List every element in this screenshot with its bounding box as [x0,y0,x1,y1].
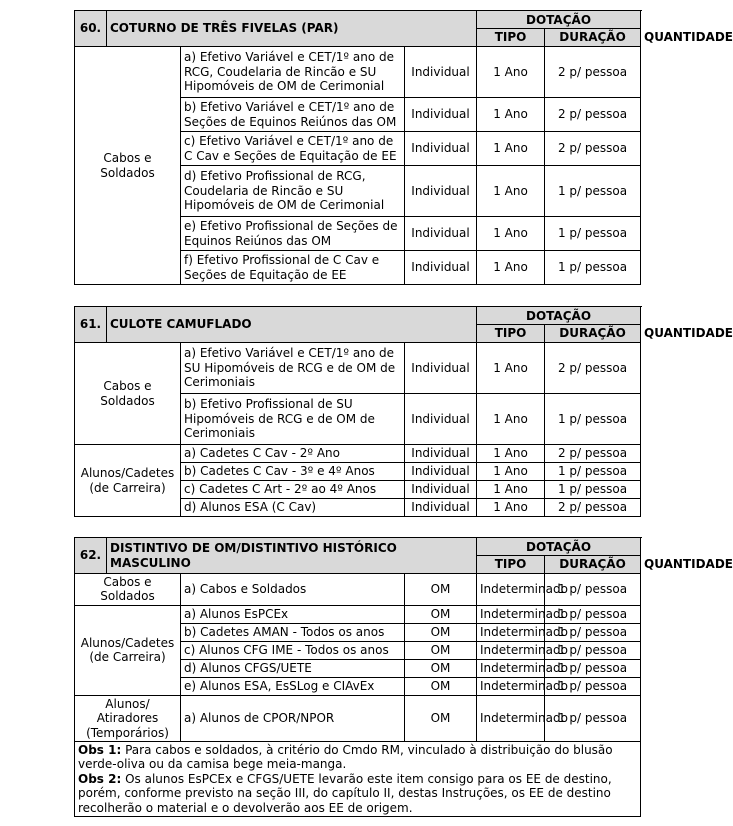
row-duracao: 1 Ano [477,47,545,98]
row-tipo: Individual [405,47,477,98]
row-duracao: Indeterminado [477,677,545,695]
row-quantidade: 1 p/ pessoa [545,463,641,481]
table-item-62: 62. DISTINTIVO DE OM/DISTINTIVO HISTÓRICO MASCULINO DOTAÇÃO TIPO DURAÇÃO QUANTIDADE Cabos e Soldados a) Cabos e Soldados OM Indeterminado 1 p/ pessoa Alunos/Cadetes (de Carreira) a) Alunos EsPCEx OM Indeterminado 1 p/ pessoa b) Cadetes AMAN - Todos os anos OM Indeterminado 1 p/ pessoa c) Alunos CFG IME - Todos os anos OM Indeterminado 1 p/ pessoa d) Alunos CFGS/UETE OM Indeterminado 1 p/ pessoa e) Alunos ESA, EsSLog e CIAvEx OM Indeterminado 1 p/ pessoa Alunos/ Atiradores (Temporários) a) Alunos de CPOR/NPOR OM Indeterminado 1 p/ pessoa Obs 1: Para cabos e soldados, à critério do Cmdo RM, vinculado à distribuição do blusão verde-oliva ou da camisa bege meia-manga. Obs 2: Os alunos EsPCEx e CFGS/UETE levarão este item consigo para os EE de destino, porém, conforme previsto na seção III, do capítulo II, destas Instruções, os EE de destino recolherão o material e o devolverão aos EE de origem. [74,537,641,817]
row-description: c) Alunos CFG IME - Todos os anos [181,641,405,659]
row-duracao: Indeterminado [477,623,545,641]
row-tipo: Individual [405,132,477,166]
group-label: Alunos/ Atiradores (Temporários) [75,695,181,741]
row-quantidade: 1 p/ pessoa [545,695,641,741]
row-quantidade: 2 p/ pessoa [545,132,641,166]
row-description: a) Alunos EsPCEx [181,605,405,623]
row-quantidade: 2 p/ pessoa [545,445,641,463]
item-number: 62. [75,538,107,574]
item-title: COTURNO DE TRÊS FIVELAS (PAR) [107,11,477,47]
row-description: e) Efetivo Profissional de Seções de Equinos Reiúnos das OM [181,217,405,251]
row-tipo: OM [405,574,477,606]
row-duracao: Indeterminado [477,605,545,623]
row-quantidade: 1 p/ pessoa [545,605,641,623]
item-title: DISTINTIVO DE OM/DISTINTIVO HISTÓRICO MASCULINO [107,538,477,574]
group-label: Alunos/Cadetes (de Carreira) [75,605,181,695]
row-tipo: Individual [405,463,477,481]
row-description: a) Efetivo Variável e CET/1º ano de RCG, Coudelaria de Rincão e SU Hipomóveis de OM de Cerimonial [181,47,405,98]
row-description: a) Alunos de CPOR/NPOR [181,695,405,741]
row-tipo: OM [405,605,477,623]
row-quantidade: 1 p/ pessoa [545,659,641,677]
duracao-header: DURAÇÃO [545,29,641,47]
row-tipo: Individual [405,251,477,285]
row-quantidade: 1 p/ pessoa [545,481,641,499]
obs-1-text: Para cabos e soldados, à critério do Cmdo RM, vinculado à distribuição do blusão verde-oliva ou da camisa bege meia-manga. [78,742,613,772]
group-label: Cabos e Soldados [75,343,181,445]
table-row [75,47,641,98]
tipo-header: TIPO [477,325,545,343]
row-tipo: Individual [405,394,477,445]
row-description: b) Efetivo Profissional de SU Hipomóveis de RCG e de OM de Cerimoniais [181,394,405,445]
row-quantidade: 1 p/ pessoa [545,574,641,606]
row-tipo: OM [405,623,477,641]
observations [75,741,641,816]
item-title: CULOTE CAMUFLADO [107,307,477,343]
row-description: a) Cabos e Soldados [181,574,405,606]
row-description: b) Cadetes AMAN - Todos os anos [181,623,405,641]
row-duracao: Indeterminado [477,695,545,741]
tipo-header: TIPO [477,556,545,574]
row-description: d) Alunos ESA (C Cav) [181,499,405,517]
row-duracao: 1 Ano [477,394,545,445]
row-tipo: OM [405,695,477,741]
row-tipo: OM [405,659,477,677]
row-duracao: 1 Ano [477,343,545,394]
obs-1 [78,743,637,772]
obs-2-label: Obs 2: [78,771,122,786]
dotacao-header: DOTAÇÃO [477,307,641,325]
row-duracao: 1 Ano [477,481,545,499]
obs-2-text: Os alunos EsPCEx e CFGS/UETE levarão este item consigo para os EE de destino, porém, conforme previsto na seção III, do capítulo II, destas Instruções, os EE de destino recolherão o material e o devolverão aos EE de origem. [78,771,612,815]
row-duracao: 1 Ano [477,132,545,166]
row-tipo: Individual [405,217,477,251]
group-label: Cabos e Soldados [75,47,181,285]
row-duracao: Indeterminado [477,659,545,677]
row-duracao: Indeterminado [477,574,545,606]
group-label: Cabos e Soldados [75,574,181,606]
row-quantidade: 2 p/ pessoa [545,47,641,98]
row-tipo: OM [405,677,477,695]
row-quantidade: 2 p/ pessoa [545,499,641,517]
obs-2 [78,772,637,815]
table-item-60: 60. COTURNO DE TRÊS FIVELAS (PAR) DOTAÇÃO TIPO DURAÇÃO QUANTIDADE Cabos e Soldados a) Efetivo Variável e CET/1º ano de RCG, Coudelaria de Rincão e SU Hipomóveis de OM de Cerimonial Individual 1 Ano 2 p/ pessoa b) Efetivo Variável e CET/1º ano de Seções de Equinos Reiúnos das OM Individual 1 Ano 2 p/ pessoa c) Efetivo Variável e CET/1º ano de C Cav e Seções de Equitação de EE Individual 1 Ano 2 p/ pessoa d) Efetivo Profissional de RCG, Coudelaria de Rincão e SU Hipomóveis de OM de Cerimonial Individual 1 Ano 1 p/ pessoa e) Efetivo Profissional de Seções de Equinos Reiúnos das OM Individual 1 Ano 1 p/ pessoa f) Efetivo Profissional de C Cav e Seções de Equitação de EE Individual 1 Ano 1 p/ pessoa [74,10,641,285]
row-duracao: Indeterminado [477,641,545,659]
row-quantidade: 2 p/ pessoa [545,343,641,394]
table-row [75,445,641,463]
row-tipo: Individual [405,98,477,132]
row-duracao: 1 Ano [477,251,545,285]
row-description: a) Cadetes C Cav - 2º Ano [181,445,405,463]
tipo-header: TIPO [477,29,545,47]
dotacao-header: DOTAÇÃO [477,538,641,556]
row-tipo: Individual [405,481,477,499]
row-quantidade: 1 p/ pessoa [545,166,641,217]
row-description: a) Efetivo Variável e CET/1º ano de SU Hipomóveis de RCG e de OM de Cerimoniais [181,343,405,394]
obs-row [75,741,641,816]
duracao-header: DURAÇÃO [545,556,641,574]
table-row [75,695,641,741]
row-quantidade: 1 p/ pessoa [545,677,641,695]
row-duracao: 1 Ano [477,463,545,481]
row-duracao: 1 Ano [477,166,545,217]
row-tipo: OM [405,641,477,659]
dotacao-header: DOTAÇÃO [477,11,641,29]
row-description: b) Cadetes C Cav - 3º e 4º Anos [181,463,405,481]
row-quantidade: 2 p/ pessoa [545,98,641,132]
group-label: Alunos/Cadetes (de Carreira) [75,445,181,517]
row-quantidade: 1 p/ pessoa [545,217,641,251]
row-description: f) Efetivo Profissional de C Cav e Seções de Equitação de EE [181,251,405,285]
row-quantidade: 1 p/ pessoa [545,251,641,285]
row-tipo: Individual [405,445,477,463]
row-description: c) Cadetes C Art - 2º ao 4º Anos [181,481,405,499]
row-description: b) Efetivo Variável e CET/1º ano de Seções de Equinos Reiúnos das OM [181,98,405,132]
item-number: 60. [75,11,107,47]
item-number: 61. [75,307,107,343]
row-quantidade: 1 p/ pessoa [545,623,641,641]
table-row [75,605,641,623]
table-item-61: 61. CULOTE CAMUFLADO DOTAÇÃO TIPO DURAÇÃO QUANTIDADE Cabos e Soldados a) Efetivo Variável e CET/1º ano de SU Hipomóveis de RCG e de OM de Cerimoniais Individual 1 Ano 2 p/ pessoa b) Efetivo Profissional de SU Hipomóveis de RCG e de OM de Cerimoniais Individual 1 Ano 1 p/ pessoa Alunos/Cadetes (de Carreira) a) Cadetes C Cav - 2º Ano Individual 1 Ano 2 p/ pessoa b) Cadetes C Cav - 3º e 4º Anos Individual 1 Ano 1 p/ pessoa c) Cadetes C Art - 2º ao 4º Anos Individual 1 Ano 1 p/ pessoa d) Alunos ESA (C Cav) Individual 1 Ano 2 p/ pessoa [74,306,641,517]
row-description: d) Alunos CFGS/UETE [181,659,405,677]
row-tipo: Individual [405,343,477,394]
obs-1-label: Obs 1: [78,742,122,757]
row-duracao: 1 Ano [477,499,545,517]
duracao-header: DURAÇÃO [545,325,641,343]
table-row [75,343,641,394]
table-row [75,574,641,606]
row-tipo: Individual [405,166,477,217]
row-duracao: 1 Ano [477,98,545,132]
row-quantidade: 1 p/ pessoa [545,394,641,445]
row-duracao: 1 Ano [477,217,545,251]
row-description: d) Efetivo Profissional de RCG, Coudelaria de Rincão e SU Hipomóveis de OM de Cerimonial [181,166,405,217]
row-duracao: 1 Ano [477,445,545,463]
row-tipo: Individual [405,499,477,517]
row-description: e) Alunos ESA, EsSLog e CIAvEx [181,677,405,695]
row-quantidade: 1 p/ pessoa [545,641,641,659]
row-description: c) Efetivo Variável e CET/1º ano de C Cav e Seções de Equitação de EE [181,132,405,166]
